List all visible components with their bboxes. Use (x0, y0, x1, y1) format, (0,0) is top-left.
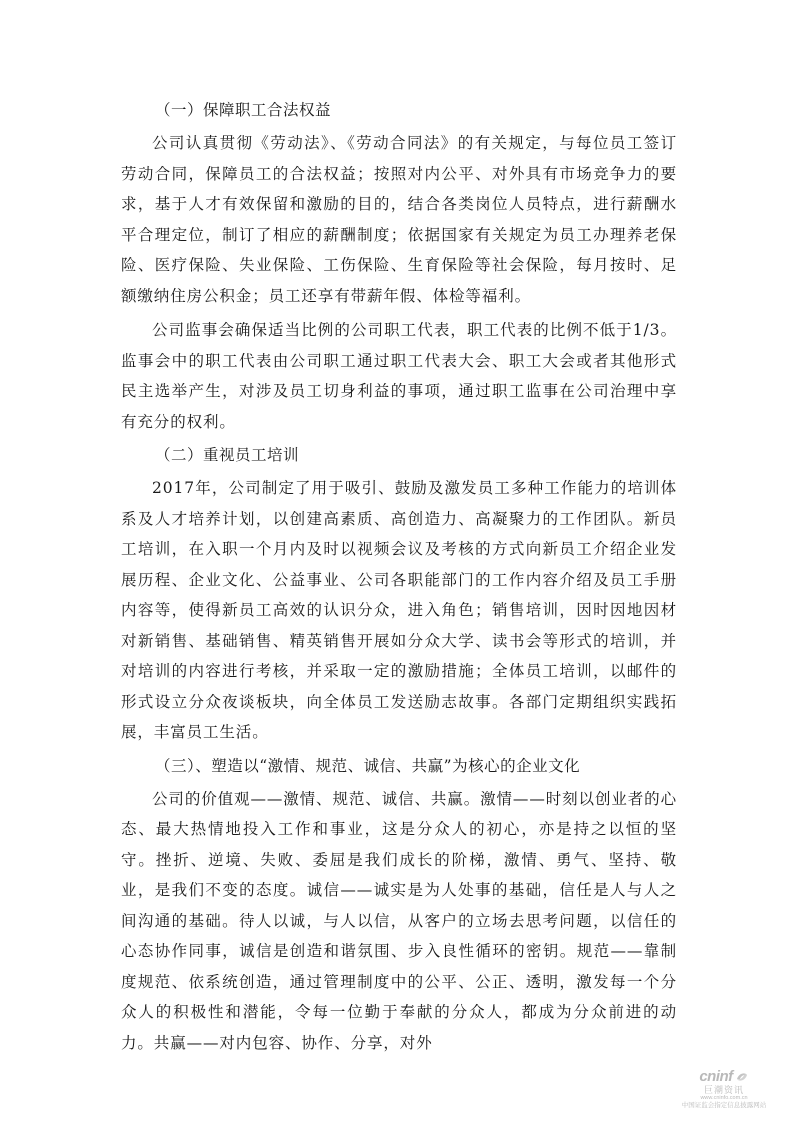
section-3 (121, 752, 677, 1059)
brand-chinese-name: 巨潮资讯 (703, 1085, 744, 1095)
paragraph: 公司监事会确保适当比例的公司职工代表，职工代表的比例不低于1/3。监事会中的职工代表由公司职工通过职工代表大会、职工大会或者其他形式民主选举产生，对涉及员工切身利益的事项，通过职工监事在公司治理中享有充分的权利。 (121, 321, 677, 431)
section-heading: （二）重视员工培训 (155, 446, 300, 464)
watermark-org: 中国证监会指定信息披露网站 (681, 1102, 767, 1109)
paragraph: 2017年，公司制定了用于吸引、鼓励及激发员工多种工作能力的培训体系及人才培养计划，以创建高素质、高创造力、高凝聚力的工作团队。新员工培训，在入职一个月内及时以视频会议及考核的方式向新员工介绍企业发展历程、企业文化、公益事业、公司各职能部门的工作内容介绍及员工手册内容等，使得新员工高效的认识分众，进入角色；销售培训，因时因地因材对新销售、基础销售、精英销售开展如分众大学、读书会等形式的培训，并对培训的内容进行考核，并采取一定的激励措施；全体员工培训，以邮件的形式设立分众夜谈板块，向全体员工发送励志故事。各部门定期组织实践拓展，丰富员工生活。 (121, 479, 677, 741)
cninfo-logo (679, 1068, 769, 1085)
section-heading: （三）、塑造以“激情、规范、诚信、共赢”为核心的企业文化 (155, 756, 581, 775)
document-body (121, 96, 677, 1062)
paragraph: 公司的价值观——激情、规范、诚信、共赢。激情——时刻以创业者的心态、最大热情地投入工作和事业，这是分众人的初心，亦是持之以恒的坚守。挫折、逆境、失败、委屈是我们成长的阶梯，激情、勇气、坚持、敬业，是我们不变的态度。诚信——诚实是为人处事的基础，信任是人与人之间沟通的基础。待人以诚，与人以信，从客户的立场去思考问题，以信任的心态协作同事，诚信是创造和谐氛围、步入良性循环的密钥。规范——靠制度规范、依系统创造，通过管理制度中的公平、公正、透明，激发每一个分众人的积极性和潜能，令每一位勤于奉献的分众人，都成为分众前进的动力。共赢——对内包容、协作、分享，对外 (121, 789, 677, 1052)
section-heading: （一）保障职工合法权益 (155, 101, 332, 119)
section-1 (121, 96, 677, 437)
brand-name: cninf (699, 1068, 733, 1085)
paragraph: 公司认真贯彻《劳动法》、《劳动合同法》的有关规定，与每位员工签订劳动合同，保障员工的合法权益；按照对内公平、对外具有市场竞争力的要求，基于人才有效保留和激励的目的，结合各类岗位人员特点，进行薪酬水平合理定位，制订了相应的薪酬制度；依据国家有关规定为员工办理养老保险、医疗保险、失业保险、工伤保险、生育保险等社会保险，每月按时、足额缴纳住房公积金；员工还享有带薪年假、体检等福利。 (121, 134, 677, 305)
watermark-url: www.cninfo.com.cn (700, 1095, 748, 1101)
cninfo-watermark (679, 1068, 769, 1110)
swirl-icon (735, 1070, 749, 1084)
section-2 (121, 441, 677, 748)
